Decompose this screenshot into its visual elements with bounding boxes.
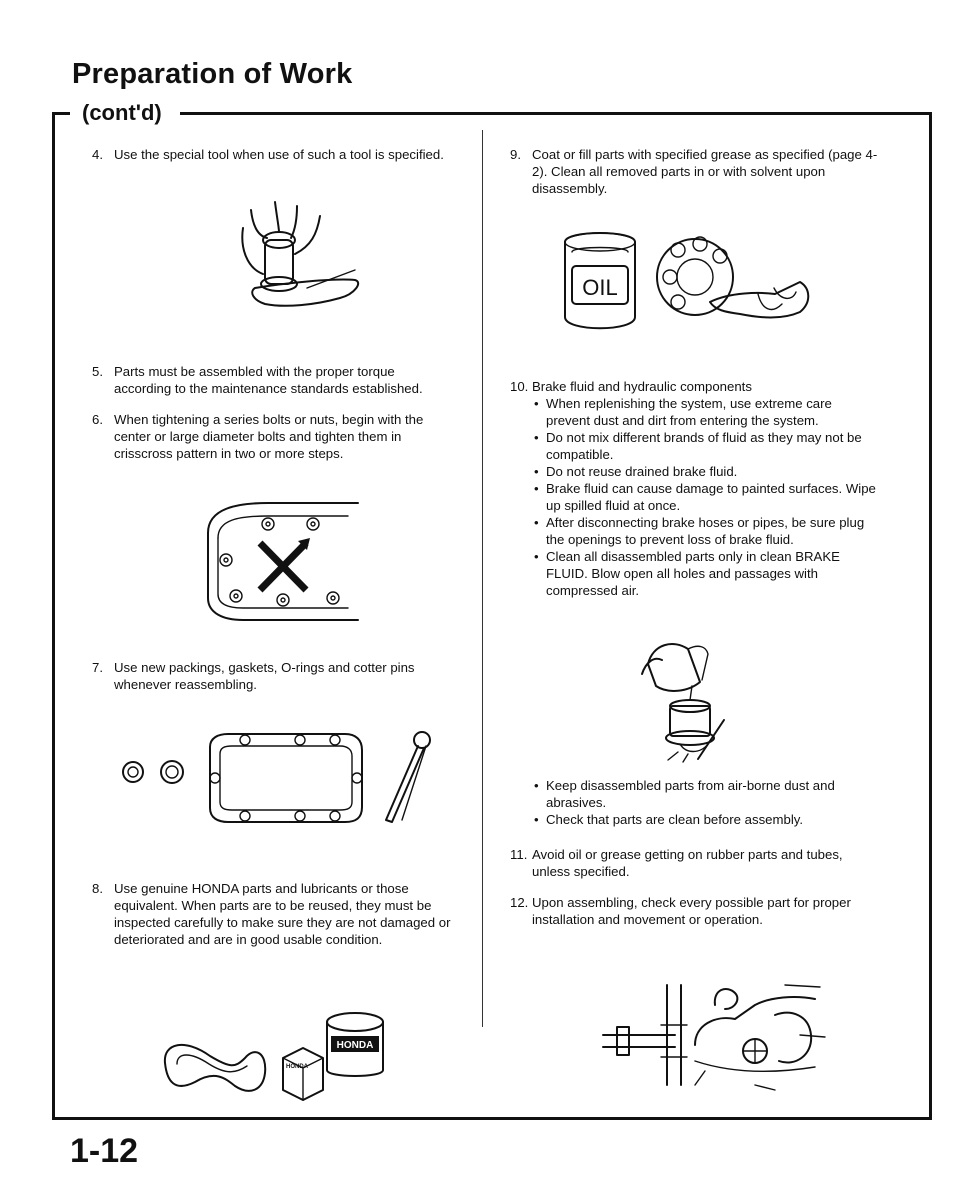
brake-fluid-bullet-list xyxy=(532,395,878,599)
frame-right xyxy=(929,112,932,1120)
list-item: • When replenishing the system, use extreme care prevent dust and dirt from entering the system. xyxy=(532,395,878,429)
item-text: Coat or fill parts with specified grease as specified (page 4-2). Clean all removed parts in or with solvent upon disassembly. xyxy=(532,147,878,196)
list-item: • Brake fluid can cause damage to painted surfaces. Wipe up spilled fluid at once. xyxy=(532,480,878,514)
item-number: 9. xyxy=(510,147,521,162)
item-text: Use new packings, gaskets, O-rings and cotter pins whenever reassembling. xyxy=(114,660,415,692)
frame-top-right xyxy=(180,112,932,115)
oil-can-label: OIL xyxy=(582,275,618,300)
item-text: Parts must be assembled with the proper torque according to the maintenance standards established. xyxy=(114,364,423,396)
assembly-check-illustration xyxy=(595,975,835,1095)
honda-container-label: HONDA xyxy=(336,1040,374,1051)
column-divider xyxy=(482,130,483,1027)
list-item: • Do not reuse drained brake fluid. xyxy=(532,463,878,480)
item-number: 6. xyxy=(92,412,103,427)
genuine-parts-illustration xyxy=(155,1008,395,1106)
special-tool-illustration xyxy=(225,188,375,323)
item-text: Use genuine HONDA parts and lubricants or those equivalent. When parts are to be reused, they must be inspected carefully to make sure they are not damaged or deteriorated and are in good usable condition. xyxy=(114,881,451,947)
item-number: 8. xyxy=(92,881,103,896)
honda-small-box-label: HONDA xyxy=(286,1064,308,1070)
brake-fluid-reservoir-illustration xyxy=(628,634,738,764)
parts-care-bullet-list xyxy=(532,777,878,828)
item-number: 5. xyxy=(92,364,103,379)
frame-bottom xyxy=(52,1117,932,1120)
gaskets-orings-cotter-pin-illustration xyxy=(110,722,450,830)
list-item: • Do not mix different brands of fluid as they may not be compatible. xyxy=(532,429,878,463)
item-number: 11. xyxy=(510,847,528,862)
item-heading: Brake fluid and hydraulic components xyxy=(532,379,752,394)
oil-and-grease-illustration xyxy=(560,222,830,337)
list-item: • Check that parts are clean before assembly. xyxy=(532,811,878,828)
section-subtitle: (cont'd) xyxy=(74,100,170,126)
item-text: Use the special tool when use of such a tool is specified. xyxy=(114,147,444,162)
item-number: 4. xyxy=(92,147,103,162)
item-number: 12. xyxy=(510,895,529,910)
item-text: Avoid oil or grease getting on rubber parts and tubes, unless specified. xyxy=(532,847,843,879)
list-item: • After disconnecting brake hoses or pipes, be sure plug the openings to prevent loss of brake fluid. xyxy=(532,514,878,548)
item-text: When tightening a series bolts or nuts, begin with the center or large diameter bolts and tighten them in crisscross pattern in two or more steps. xyxy=(114,412,424,461)
item-text: Upon assembling, check every possible part for proper installation and movement or operation. xyxy=(532,895,851,927)
list-item: • Clean all disassembled parts only in clean BRAKE FLUID. Blow open all holes and passages with compressed air. xyxy=(532,548,878,599)
page-title: Preparation of Work xyxy=(72,58,353,90)
item-number: 7. xyxy=(92,660,103,675)
item-text-block xyxy=(532,378,878,599)
item-text-block xyxy=(532,777,878,828)
frame-left xyxy=(52,112,55,1120)
crisscross-bolt-pattern-illustration xyxy=(198,498,363,628)
item-number: 10. xyxy=(510,379,529,394)
page-number: 1-12 xyxy=(70,1132,139,1170)
list-item: • Keep disassembled parts from air-borne dust and abrasives. xyxy=(532,777,878,811)
